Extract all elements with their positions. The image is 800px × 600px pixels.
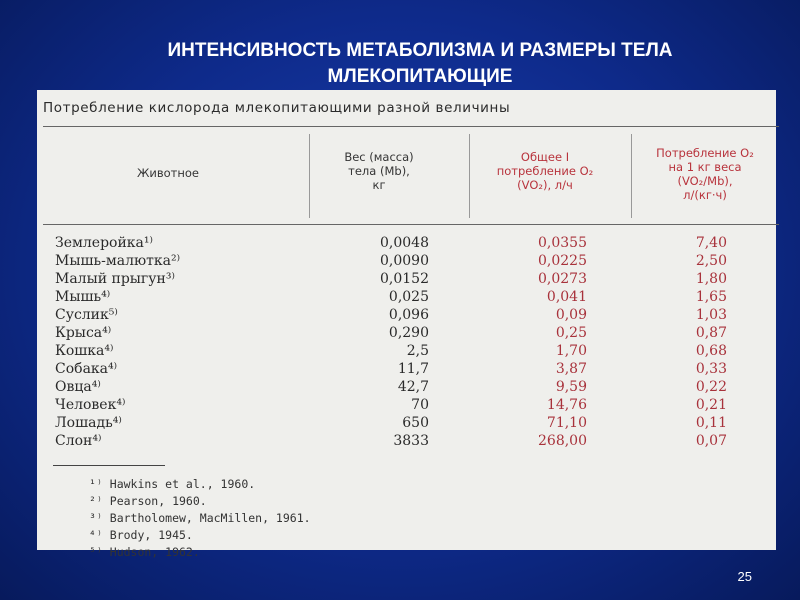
header-animal: Животное (137, 166, 200, 180)
total-o2: 0,0355 (538, 235, 587, 251)
body-weight: 42,7 (397, 379, 429, 395)
header-weight-line: кг (372, 178, 386, 192)
header-top-rule (43, 126, 779, 127)
scanned-table-image (37, 90, 776, 559)
table-row (37, 324, 776, 342)
total-o2: 71,10 (546, 415, 587, 431)
header-weight-line: тела (Mb), (348, 164, 410, 178)
animal-name: Мышь-малютка²⁾ (55, 253, 181, 269)
body-weight: 3833 (393, 433, 429, 449)
total-o2: 0,0273 (538, 271, 587, 287)
header-weight (319, 150, 439, 192)
header-per-kg (635, 146, 775, 202)
total-o2: 1,70 (555, 343, 587, 359)
table-row (37, 234, 776, 252)
o2-per-kg: 1,03 (695, 307, 727, 323)
animal-name: Человек⁴⁾ (55, 397, 126, 413)
animal-name: Мышь⁴⁾ (55, 289, 111, 305)
footnote-rule (53, 465, 165, 466)
animal-name: Кошка⁴⁾ (55, 343, 114, 359)
slide-title-line-1: ИНТЕНСИВНОСТЬ МЕТАБОЛИЗМА И РАЗМЕРЫ ТЕЛА (167, 40, 673, 61)
animal-name: Крыса⁴⁾ (55, 325, 112, 341)
slide-title (0, 38, 800, 90)
total-o2: 14,76 (546, 397, 587, 413)
animal-name: Слон⁴⁾ (55, 433, 102, 449)
body-weight: 0,0048 (380, 235, 429, 251)
o2-per-kg: 2,50 (695, 253, 727, 269)
slide-title-line-2: МЛЕКОПИТАЮЩИЕ (327, 66, 513, 87)
o2-per-kg: 0,22 (695, 379, 727, 395)
animal-name: Суслик⁵⁾ (55, 307, 118, 323)
table-row (37, 270, 776, 288)
total-o2: 0,25 (555, 325, 587, 341)
body-weight: 0,096 (388, 307, 429, 323)
body-weight: 2,5 (406, 343, 429, 359)
total-o2: 3,87 (555, 361, 587, 377)
header-separator (309, 134, 310, 218)
header-separator (469, 134, 470, 218)
table-row (37, 414, 776, 432)
body-weight: 0,290 (388, 325, 429, 341)
total-o2: 268,00 (538, 433, 587, 449)
o2-per-kg: 7,40 (695, 235, 727, 251)
total-o2: 0,041 (546, 289, 587, 305)
table-row (37, 306, 776, 324)
header-total-line: Общее I (520, 150, 570, 164)
table-row (37, 432, 776, 450)
reference-item: ³⁾ Bartholomew, MacMillen, 1961. (89, 511, 311, 525)
body-weight: 0,0090 (380, 253, 429, 269)
table-row (37, 288, 776, 306)
body-weight: 70 (411, 397, 429, 413)
o2-per-kg: 0,21 (695, 397, 727, 413)
o2-per-kg: 1,80 (695, 271, 727, 287)
header-per-kg-line: на 1 кг веса (668, 160, 742, 174)
reference-item: ⁴⁾ Brody, 1945. (89, 528, 193, 542)
total-o2: 0,0225 (538, 253, 587, 269)
header-total-line: (VO₂), л/ч (517, 178, 573, 192)
table-row (37, 360, 776, 378)
header-total-line: потребление O₂ (496, 164, 594, 178)
reference-item: ⁵⁾ Hudson, 1962. (89, 545, 200, 559)
header-bottom-rule (43, 224, 779, 225)
reference-item: ²⁾ Pearson, 1960. (89, 494, 207, 508)
animal-name: Малый прыгун³⁾ (55, 271, 175, 287)
o2-per-kg: 0,07 (695, 433, 727, 449)
o2-per-kg: 1,65 (695, 289, 727, 305)
body-weight: 11,7 (397, 361, 429, 377)
header-weight-line: Вес (масса) (344, 150, 414, 164)
table-caption: Потребление кислорода млекопитающими разной величины (43, 100, 511, 116)
references-list (89, 476, 311, 561)
table-row (37, 252, 776, 270)
table-row (37, 342, 776, 360)
animal-name: Лошадь⁴⁾ (55, 415, 122, 431)
header-per-kg-line: Потребление O₂ (656, 146, 754, 160)
header-total (475, 150, 615, 192)
total-o2: 9,59 (555, 379, 587, 395)
o2-per-kg: 0,68 (695, 343, 727, 359)
animal-name: Овца⁴⁾ (55, 379, 101, 395)
header-separator (631, 134, 632, 218)
o2-per-kg: 0,33 (695, 361, 727, 377)
header-per-kg-line: л/(кг·ч) (683, 188, 727, 202)
body-weight: 0,0152 (380, 271, 429, 287)
table-row (37, 396, 776, 414)
header-per-kg-line: (VO₂/Mb), (677, 174, 733, 188)
o2-per-kg: 0,11 (695, 415, 727, 431)
animal-name: Собака⁴⁾ (55, 361, 118, 377)
o2-per-kg: 0,87 (695, 325, 727, 341)
table-row (37, 378, 776, 396)
body-weight: 0,025 (388, 289, 429, 305)
total-o2: 0,09 (555, 307, 587, 323)
reference-item: ¹⁾ Hawkins et al., 1960. (89, 477, 256, 491)
body-weight: 650 (402, 415, 429, 431)
page-number: 25 (737, 569, 752, 584)
animal-name: Землеройка¹⁾ (55, 235, 153, 251)
